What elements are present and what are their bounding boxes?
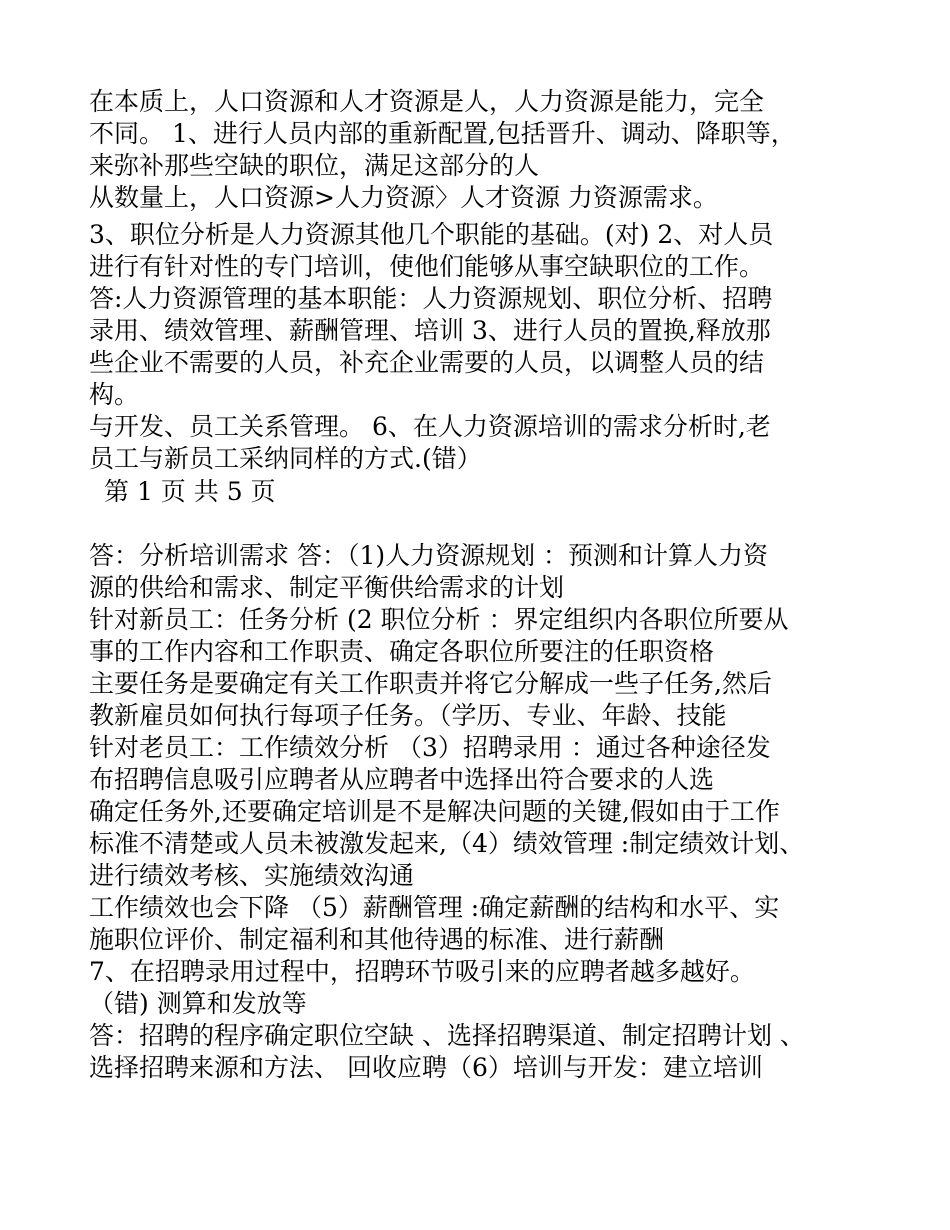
text-line: 来弥补那些空缺的职位，满足这部分的人 bbox=[89, 151, 540, 180]
text-line: 布招聘信息吸引应聘者从应聘者中选择出符合要求的人选 bbox=[89, 765, 715, 794]
text-line: 进行绩效考核、实施绩效沟通 bbox=[89, 861, 415, 890]
text-line: 进行有针对性的专门培训，使他们能够从事空缺职位的工作。 bbox=[89, 252, 765, 281]
text-line: 员工与新员工采纳同样的方式.(错） bbox=[89, 444, 482, 473]
text-line: 构。 bbox=[89, 380, 140, 409]
text-line: 答：分析培训需求 答：（1)人力资源规划 ：预测和计算人力资 bbox=[89, 541, 769, 570]
text-line: 工作绩效也会下降 （5）薪酬管理 :确定薪酬的结构和水平、实 bbox=[89, 893, 780, 922]
text-line: 教新雇员如何执行每项子任务。（学历、专业、年龄、技能 bbox=[89, 701, 727, 730]
text-line: 不同。 1、进行人员内部的重新配置,包括晋升、调动、降职等， bbox=[89, 119, 796, 148]
text-line: （错) 测算和发放等 bbox=[89, 989, 307, 1018]
text-line: 答：招聘的程序确定职位空缺 、选择招聘渠道、制定招聘计划 、 bbox=[89, 1021, 805, 1050]
text-line: 针对新员工：任务分析 (2 职位分析 ：界定组织内各职位所要从 bbox=[89, 605, 789, 634]
text-line: 7、在招聘录用过程中，招聘环节吸引来的应聘者越多越好。 bbox=[89, 957, 755, 986]
text-line: 些企业不需要的人员，补充企业需要的人员，以调整人员的结 bbox=[89, 348, 765, 377]
text-line: 3、职位分析是人力资源其他几个职能的基础。(对) 2、对人员 bbox=[89, 220, 774, 249]
text-line: 施职位评价、制定福利和其他待遇的标准、进行薪酬 bbox=[89, 925, 665, 954]
text-line: 选择招聘来源和方法、 回收应聘（6）培训与开发：建立培训 bbox=[89, 1053, 763, 1082]
text-line: 针对老员工：工作绩效分析 （3）招聘录用 ：通过各种途径发 bbox=[89, 733, 771, 762]
page-footer: 第 1 页 共 5 页 bbox=[104, 477, 276, 506]
text-line: 从数量上，人口资源>人力资源〉人才资源 力资源需求。 bbox=[89, 183, 718, 212]
text-line: 标准不清楚或人员未被激发起来,（4）绩效管理 :制定绩效计划、 bbox=[89, 829, 805, 858]
text-line: 录用、绩效管理、薪酬管理、培训 3、进行人员的置换,释放那 bbox=[89, 316, 771, 345]
text-line: 事的工作内容和工作职责、确定各职位所要注的任职资格 bbox=[89, 637, 715, 666]
text-line: 源的供给和需求、制定平衡供给需求的计划 bbox=[89, 573, 565, 602]
text-line: 与开发、员工关系管理。 6、在人力资源培训的需求分析时,老 bbox=[89, 412, 771, 441]
text-line: 主要任务是要确定有关工作职责并将它分解成一些子任务,然后 bbox=[89, 669, 772, 698]
text-line: 答:人力资源管理的基本职能：人力资源规划、职位分析、招聘 bbox=[89, 284, 773, 313]
text-line: 在本质上，人口资源和人才资源是人，人力资源是能力，完全 bbox=[89, 87, 765, 116]
text-line: 确定任务外,还要确定培训是不是解决问题的关键,假如由于工作 bbox=[89, 797, 780, 826]
